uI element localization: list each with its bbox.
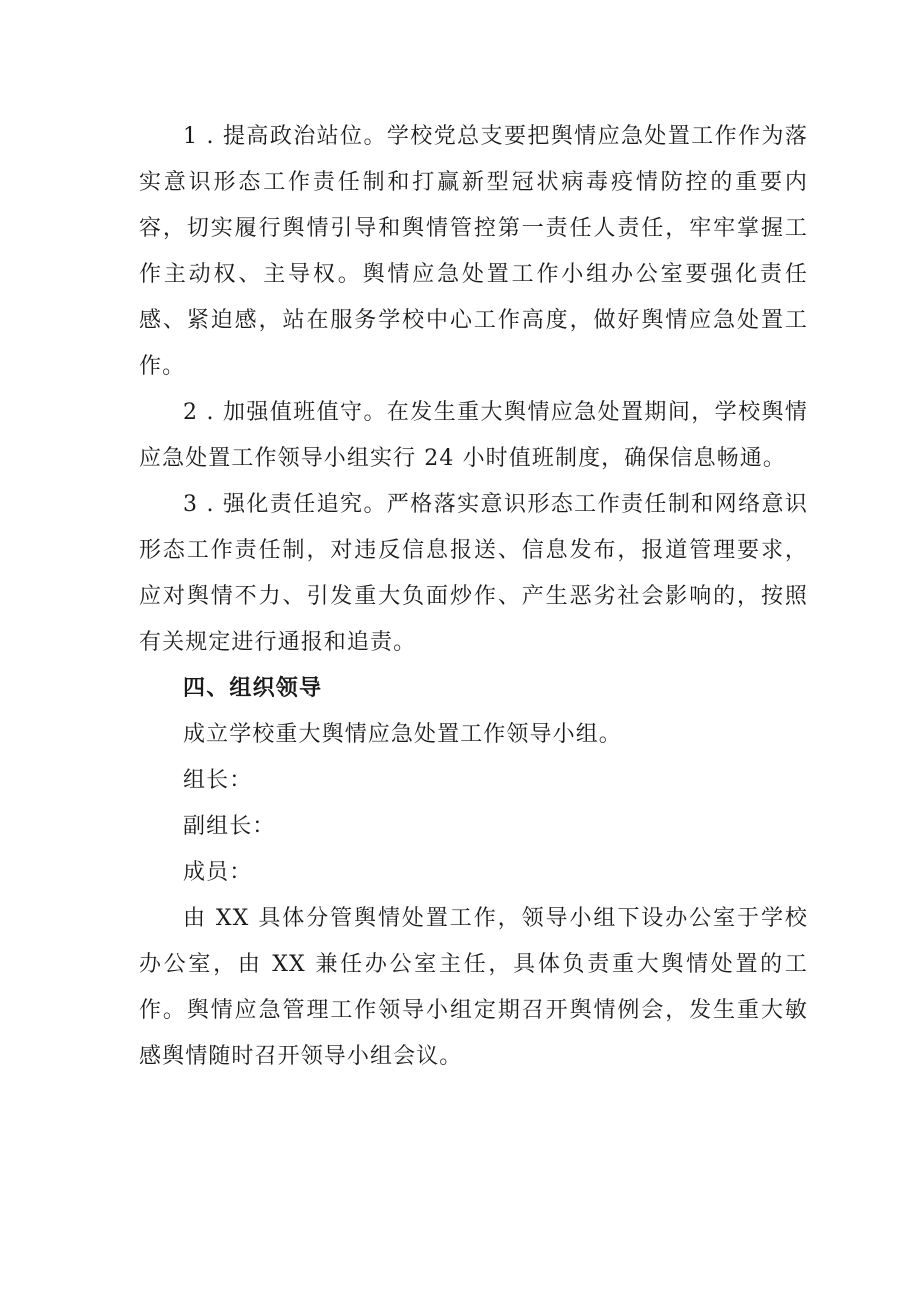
roster-members: 成员： bbox=[183, 860, 253, 885]
paragraph-item-1: 1 . 提高政治站位。学校党总支要把舆情应急处置工作作为落实意识形态工作责任制和打赢新型冠状病毒疫情防控的重要内容，切实履行舆情引导和舆情管控第一责任人责任，牢牢掌握工作主动权、主导权。舆情应急处置工作小组办公室要强化责任感、紧迫感，站在服务学校中心工作高度，做好舆情应急处置工作。 bbox=[139, 124, 808, 379]
paragraph-intro: 成立学校重大舆情应急处置工作领导小组。 bbox=[183, 722, 622, 747]
paragraph-item-2: 2 . 加强值班值守。在发生重大舆情应急处置期间，学校舆情应急处置工作领导小组实行 24 小时值班制度，确保信息畅通。 bbox=[139, 400, 808, 471]
paragraph-closing: 由 XX 具体分管舆情处置工作，领导小组下设办公室于学校办公室，由 XX 兼任办公室主任，具体负责重大舆情处置的工作。舆情应急管理工作领导小组定期召开舆情例会，发生重大敏感舆情随时召开领导小组会议。 bbox=[139, 906, 808, 1069]
paragraph-item-3: 3 . 强化责任追究。严格落实意识形态工作责任制和网络意识形态工作责任制，对违反信息报送、信息发布，报道管理要求，应对舆情不力、引发重大负面炒作、产生恶劣社会影响的，按照有关规定进行通报和追责。 bbox=[139, 492, 808, 655]
section-heading: 四、组织领导 bbox=[183, 676, 323, 701]
roster-deputy: 副组长： bbox=[183, 814, 276, 839]
roster-leader: 组长： bbox=[183, 768, 253, 793]
